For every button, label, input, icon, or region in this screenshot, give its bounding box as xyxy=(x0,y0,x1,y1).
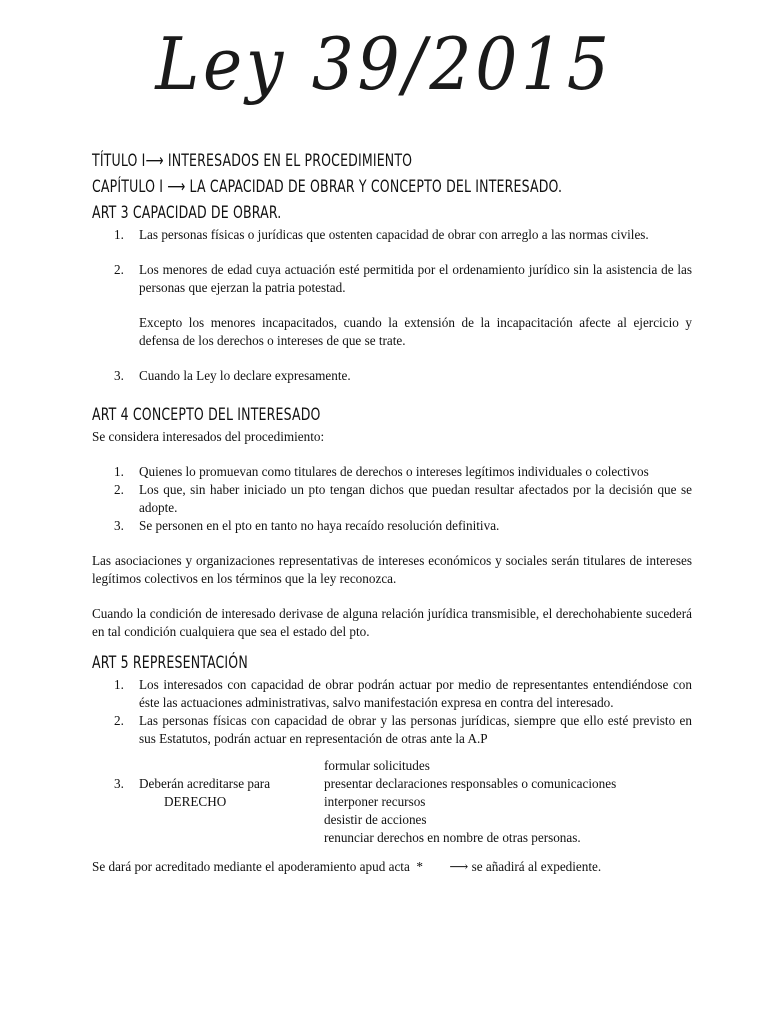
derecho-word: DERECHO xyxy=(164,794,227,809)
derecho-list-item: formular solicitudes xyxy=(324,758,430,773)
list-text: Las personas físicas con capacidad de obrar y las personas jurídicas, siempre que ello esté previsto en sus Estatutos, podrán actuar en representación de otras ante la A.P xyxy=(139,713,692,746)
art4-paragraph-1: Las asociaciones y organizaciones representativas de intereses económicos y sociales serán titulares de intereses legítimos colectivos en los términos que la ley reconozca. xyxy=(92,553,692,586)
list-number: 3. xyxy=(114,776,124,791)
closing-line: Se dará por acreditado mediante el apoderamiento apud acta * ⟶ se añadirá al expediente. xyxy=(92,859,602,874)
list-item xyxy=(92,481,692,517)
page-title: Ley 39/2015 xyxy=(155,22,613,106)
list-text: Quienes lo promuevan como titulares de derechos o intereses legítimos individuales o colectivos xyxy=(139,464,649,479)
list-text-extra: Excepto los menores incapacitados, cuando la extensión de la incapacitación afecte al ejercicio y defensa de los derechos o intereses de que se trate. xyxy=(139,315,692,348)
derecho-list xyxy=(324,757,616,847)
list-number: 1. xyxy=(114,677,124,692)
heading-titulo: TÍTULO I⟶ INTERESADOS EN EL PROCEDIMIENTO xyxy=(92,151,413,171)
art4-list xyxy=(92,463,692,535)
list-item xyxy=(92,712,692,748)
list-item xyxy=(92,463,692,481)
derecho-list-item: renunciar derechos en nombre de otras personas. xyxy=(324,830,581,845)
heading-art5: ART 5 REPRESENTACIÓN xyxy=(92,653,248,673)
heading-capitulo: CAPÍTULO I ⟶ LA CAPACIDAD DE OBRAR Y CONCEPTO DEL INTERESADO. xyxy=(92,177,563,197)
art4-intro: Se considera interesados del procedimiento: xyxy=(92,429,325,444)
art4-paragraph-2: Cuando la condición de interesado derivase de alguna relación jurídica transmisible, el derechohabiente sucederá en tal condición cualquiera que sea el estado del pto. xyxy=(92,606,692,639)
list-number: 3. xyxy=(114,368,124,383)
derecho-list-item: interponer recursos xyxy=(324,794,426,809)
heading-art3: ART 3 CAPACIDAD DE OBRAR. xyxy=(92,203,282,223)
list-text: Cuando la Ley lo declare expresamente. xyxy=(139,368,351,383)
document-body xyxy=(92,148,692,876)
derecho-label-block xyxy=(114,775,271,809)
list-text: Los interesados con capacidad de obrar podrán actuar por medio de representantes entendiéndose con éste las actuaciones administrativas, salvo manifestación expresa en contra del interesado. xyxy=(139,677,692,710)
list-number: 1. xyxy=(114,464,124,479)
list-item xyxy=(92,261,692,350)
derecho-label: Deberán acreditarse para xyxy=(139,776,271,791)
heading-art4: ART 4 CONCEPTO DEL INTERESADO xyxy=(92,405,321,425)
art5-item-3 xyxy=(92,757,692,849)
list-number: 3. xyxy=(114,518,124,533)
list-text: Las personas físicas o jurídicas que ostenten capacidad de obrar con arreglo a las normas civiles. xyxy=(139,227,649,242)
art5-list xyxy=(92,676,692,748)
list-number: 1. xyxy=(114,227,124,242)
list-text: Los menores de edad cuya actuación esté permitida por el ordenamiento jurídico sin la asistencia de las personas que ejerzan la patria potestad. xyxy=(139,262,692,295)
list-item xyxy=(92,226,692,244)
art3-list xyxy=(92,226,692,385)
list-number: 2. xyxy=(114,713,124,728)
list-text: Los que, sin haber iniciado un pto tengan dichos que puedan resultar afectados por la decisión que se adopte. xyxy=(139,482,692,515)
list-item xyxy=(92,367,692,385)
list-text: Se personen en el pto en tanto no haya recaído resolución definitiva. xyxy=(139,518,500,533)
derecho-list-item: presentar declaraciones responsables o comunicaciones xyxy=(324,776,617,791)
list-number: 2. xyxy=(114,482,124,497)
list-item xyxy=(92,676,692,712)
list-number: 2. xyxy=(114,262,124,277)
list-item xyxy=(92,517,692,535)
derecho-list-item: desistir de acciones xyxy=(324,812,427,827)
